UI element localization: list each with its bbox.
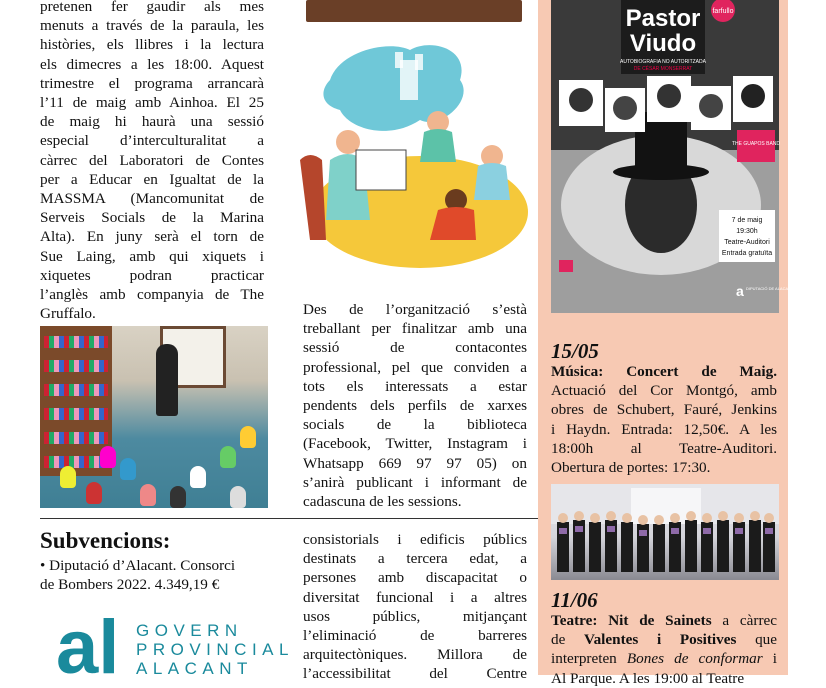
svg-text:Teatre-Auditori: Teatre-Auditori	[724, 239, 770, 246]
subsidies-heading: Subvencions:	[40, 528, 171, 553]
storytelling-illustration	[300, 40, 530, 270]
text-line: persones amb discapacitat o	[303, 569, 527, 587]
svg-text:DIPUTACIÓ DE ALACANT: DIPUTACIÓ DE ALACANT	[746, 286, 794, 291]
text-line: socials de la biblioteca	[303, 416, 527, 434]
event-1-text: Música: Concert de Maig. Actuació del Cor Montgó, amb obres de Schubert, Fauré, Jenkins i Haydn. Entrada: 12,50€. A les 18:00h al Teatre-Auditori. Obertura de portes: 17:30.	[551, 363, 777, 477]
logo-line-3: ALACANT	[136, 659, 253, 678]
text-line: els dimecres a les 18:00. Aquest	[40, 55, 264, 73]
text-line: MASSMA (Mancomunitat de	[40, 190, 264, 208]
logo-line-2: PROVINCIAL	[136, 640, 294, 659]
text-line: Alta). En juny serà el torn de	[40, 228, 264, 246]
text-line: Whatsapp 669 97 97 05) on	[303, 454, 527, 472]
text-line: consistorials i edificis públics	[303, 531, 527, 548]
pastor-viudo-poster	[551, 0, 794, 313]
text-line: l’11 de maig amb Ainhoa. El 25	[40, 94, 264, 112]
text-line: s’anirà publicant i informant de	[303, 473, 527, 491]
text-line: especial d’interculturalitat a	[40, 132, 264, 150]
text-line: trimestre el programa arrancarà	[40, 74, 264, 92]
article-column-1	[40, 0, 264, 323]
article-column-2	[303, 300, 527, 511]
text-line: per a Educar en Igualtat de la	[40, 170, 264, 188]
section-divider	[40, 518, 538, 519]
text-line: usos públics, mitjançant	[303, 607, 527, 625]
text-line: treballant per finalitzar amb una	[303, 320, 527, 338]
text-line: sessió de contacontes	[303, 339, 527, 357]
svg-text:19:30h: 19:30h	[736, 228, 758, 235]
choir-photo	[551, 484, 779, 580]
text-line: històries, els llibres i la lectura	[40, 36, 264, 54]
text-line: l’anglès amb companyia de The	[40, 286, 264, 304]
svg-text:AUTOBIOGRAFIA NO AUTORITZADA: AUTOBIOGRAFIA NO AUTORITZADA	[620, 59, 706, 65]
svg-text:Viudo: Viudo	[629, 30, 697, 57]
svg-text:THE GUAPOS BAND: THE GUAPOS BAND	[731, 141, 781, 147]
text-line: Serveis Socials de la Marina	[40, 209, 264, 227]
svg-text:7 de maig: 7 de maig	[731, 217, 763, 224]
text-line: (Facebook, Twitter, Instagram i	[303, 435, 527, 453]
text-line: xiquetes podran practicar	[40, 266, 264, 284]
subsidies-text: • Diputació d’Alacant. Consorci de Bombers 2022. 4.349,19 €	[40, 557, 236, 593]
article-column-2-continued	[303, 530, 527, 684]
text-line: pretenen fer gaudir als mes	[40, 0, 264, 15]
svg-text:Pastor: Pastor	[625, 5, 701, 32]
svg-text:farfullo: farfullo	[712, 8, 734, 15]
text-line: càrrec del Laboratori de Contes	[40, 151, 264, 169]
title-banner-image	[306, 0, 522, 22]
svg-text:a: a	[736, 283, 744, 299]
svg-text:Entrada gratuïta: Entrada gratuïta	[721, 250, 773, 257]
text-line: Des de l’organització s’està	[303, 301, 527, 318]
storyteller-figure	[156, 344, 178, 416]
text-line: tots els interessats a estar	[303, 377, 527, 395]
text-line: de maig hi haurà una sessió	[40, 113, 264, 131]
text-line: menuts a través de la paraula, les	[40, 17, 264, 35]
svg-text:DE CÉSAR MONSERRAT: DE CÉSAR MONSERRAT	[633, 66, 693, 72]
diputacio-logo	[56, 601, 294, 688]
text-line: diversitat funcional i a altres	[303, 588, 527, 606]
svg-text:al: al	[56, 605, 120, 688]
text-line: cadascuna de les sessions.	[303, 493, 462, 511]
text-line: arquitectòniques. Millora de	[303, 646, 527, 664]
logo-line-1: GOVERN	[136, 621, 243, 640]
text-line: l’eliminació de barreres	[303, 627, 527, 645]
text-line: Gruffalo.	[40, 305, 96, 323]
text-line: professional, pel que conviden a	[303, 358, 527, 376]
text-line: destinats a tercera edat, a	[303, 550, 527, 568]
event-2-text: Teatre: Nit de Sainets a càrrec de Valentes i Positives que interpreten Bones de conformar i Al Parque. A les 19:00 al Teatre	[551, 612, 778, 687]
event-1-date: 15/05	[551, 339, 599, 363]
text-line: l’accessibilitat del Centre	[303, 665, 527, 683]
storytelling-photo	[40, 326, 268, 508]
text-line: Sue Laing, amb qui xiquets i	[40, 247, 264, 265]
text-line: pendents dels perfils de xarxes	[303, 397, 527, 415]
event-2-date: 11/06	[551, 588, 598, 612]
